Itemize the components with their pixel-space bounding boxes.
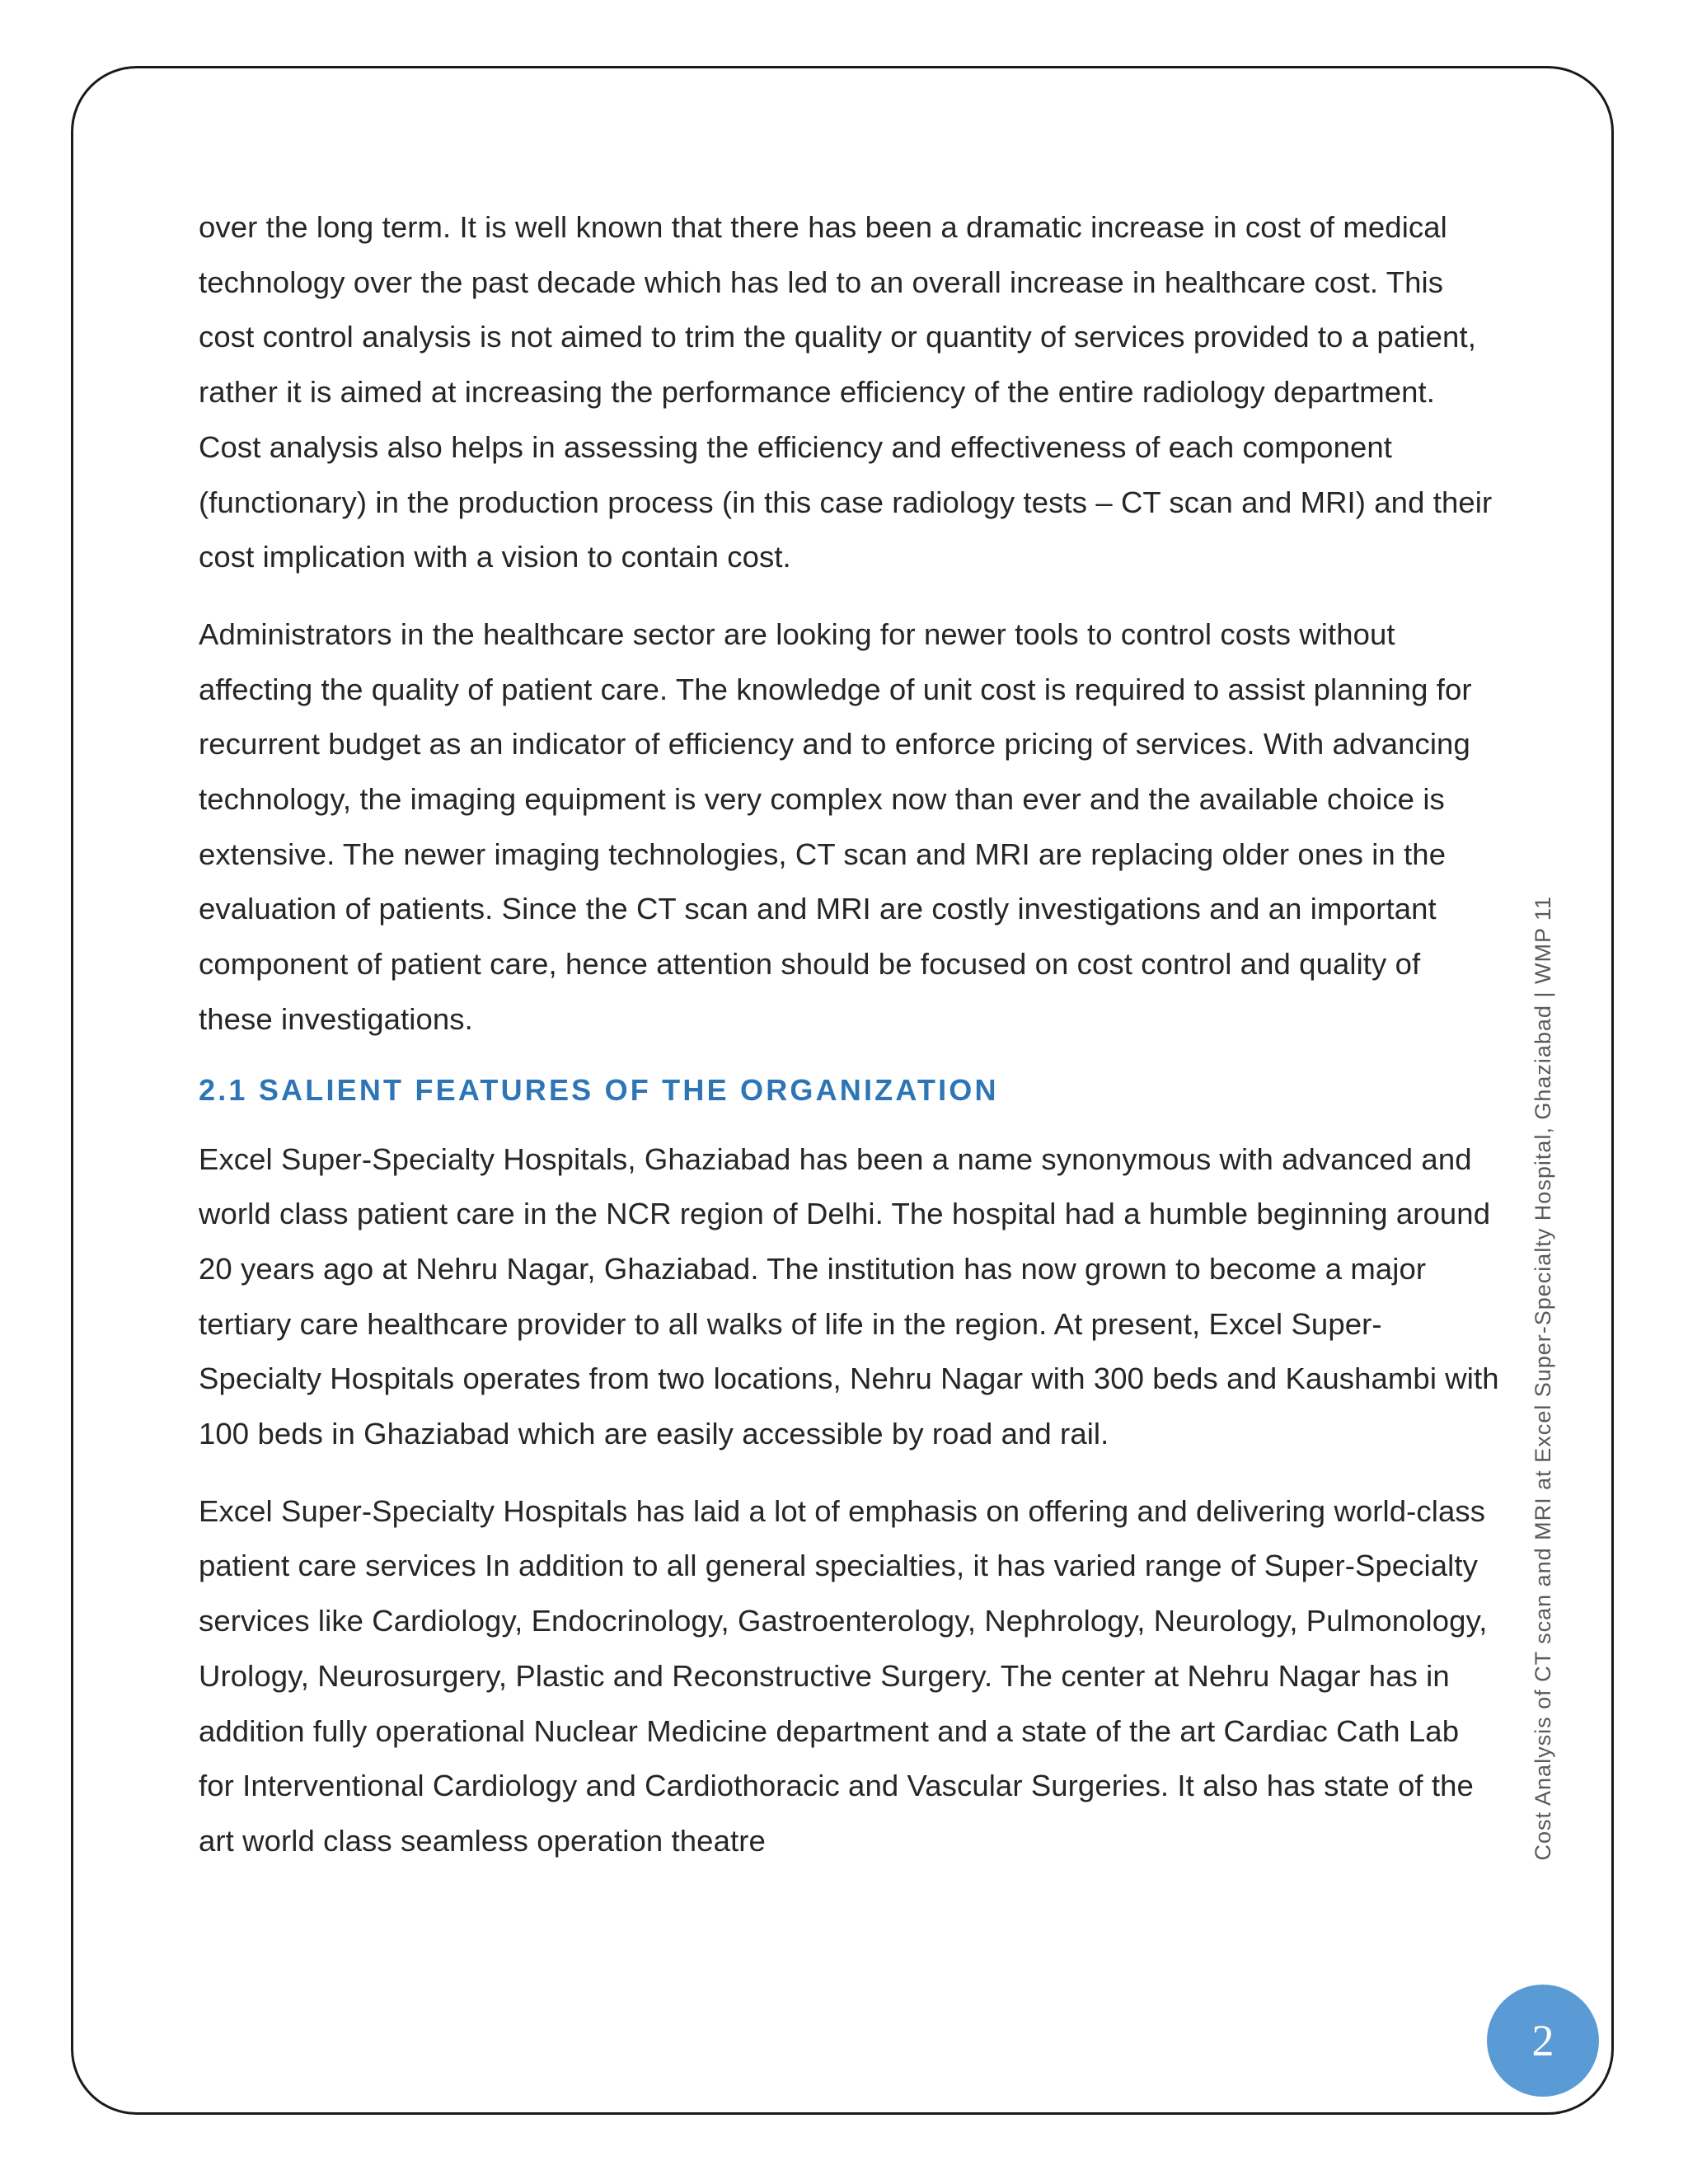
paragraph-hospital-services: Excel Super-Specialty Hospitals has laid a lot of emphasis on offering and delivering world-class patient care services In addition to all general specialties, it has varied range of Super-Specialty services like Cardiology, Endocrinology, Gastroenterology, Nephrology, Neurology, Pulmonology, Urology, Neurosurgery, Plastic and Reconstructive Surgery. The center at Nehru Nagar has in addition fully operational Nuclear Medicine department and a state of the art Cardiac Cath Lab for Interventional Cardiology and Cardiothoracic and Vascular Surgeries. It also has state of the art world class seamless operation theatre — [199, 1493, 1488, 1858]
section-heading: 2.1 SALIENT FEATURES OF THE ORGANIZATION — [199, 1072, 999, 1107]
paragraph-administrators: Administrators in the healthcare sector are looking for newer tools to control costs without affecting the quality of patient care. The knowledge of unit cost is required to assist planning for recurrent budget as an indicator of efficiency and to enforce pricing of services. With advancing technology, the imaging equipment is very complex now than ever and the available choice is extensive. The newer imaging technologies, CT scan and MRI are replacing older ones in the evaluation of patients. Since the CT scan and MRI are costly investigations and an important component of patient care, hence attention should be focused on cost control and quality of these investigations. — [199, 616, 1472, 1036]
paragraph-cost-analysis: over the long term. It is well known that there has been a dramatic increase in cost of medical technology over the past decade which has led to an overall increase in healthcare cost. This cost control analysis is not aimed to trim the quality or quantity of services provided to a patient, rather it is aimed at increasing the performance efficiency of the entire radiology department. Cost analysis also helps in assessing the efficiency and effectiveness of each component (functionary) in the production process (in this case radiology tests – CT scan and MRI) and their cost implication with a vision to contain cost. — [199, 210, 1493, 574]
side-footer-text: Cost Analysis of CT scan and MRI at Excel Super-Specialty Hospital, Ghaziabad | WMP 11 — [1531, 896, 1555, 1861]
page-content — [199, 200, 1501, 1869]
page-number-badge: 2 — [1487, 1985, 1599, 2097]
paragraph-hospital-intro: Excel Super-Specialty Hospitals, Ghaziabad has been a name synonymous with advanced and world class patient care in the NCR region of Delhi. The hospital had a humble beginning around 20 years ago at Nehru Nagar, Ghaziabad. The institution has now grown to become a major tertiary care healthcare provider to all walks of life in the region. At present, Excel Super-Specialty Hospitals operates from two locations, Nehru Nagar with 300 beds and Kaushambi with 100 beds in Ghaziabad which are easily accessible by road and rail. — [199, 1141, 1499, 1451]
